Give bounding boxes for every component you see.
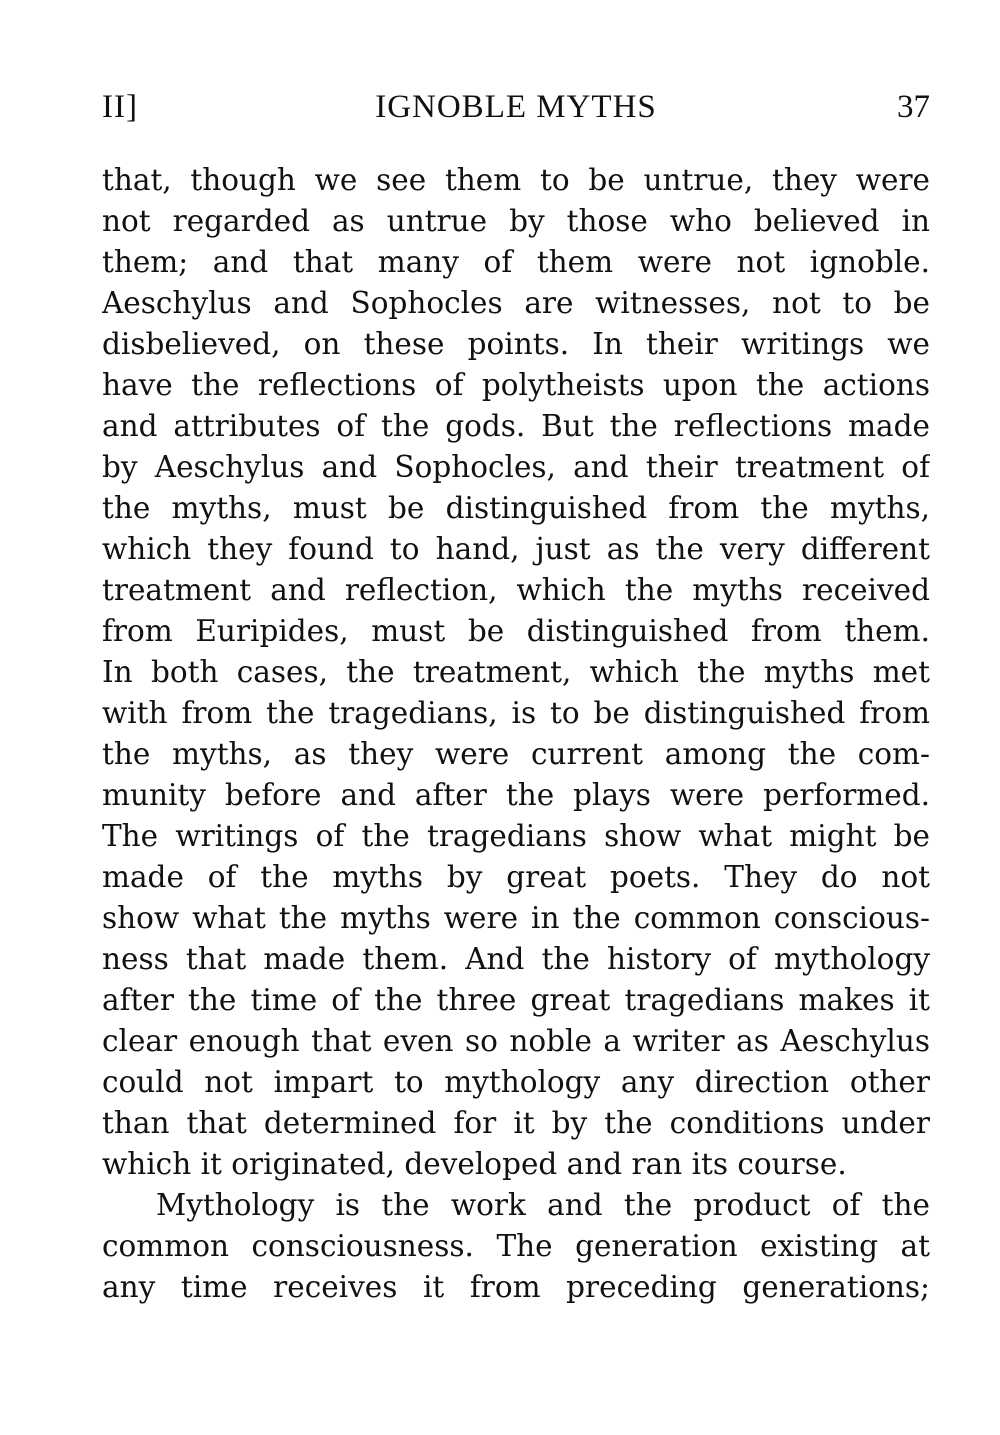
page-number: 37 bbox=[897, 89, 930, 125]
text-line: any time receives it from preceding generations; bbox=[102, 1270, 930, 1304]
text-line: than that determined for it by the conditions under bbox=[102, 1106, 930, 1140]
text-line: show what the myths were in the common conscious- bbox=[102, 901, 930, 935]
text-line: Aeschylus and Sophocles are witnesses, not to be bbox=[102, 286, 930, 320]
text-line: and attributes of the gods. But the reflections made bbox=[102, 409, 930, 443]
paragraph bbox=[102, 1185, 930, 1308]
text-line: that, though we see them to be untrue, they were bbox=[102, 163, 930, 197]
text-line: ness that made them. And the history of mythology bbox=[102, 942, 930, 976]
text-line: which it originated, developed and ran its course. bbox=[102, 1147, 847, 1181]
text-line: In both cases, the treatment, which the myths met bbox=[102, 655, 930, 689]
body-text bbox=[102, 160, 930, 1308]
text-line: disbelieved, on these points. In their writings we bbox=[102, 327, 930, 361]
text-line: them; and that many of them were not ignoble. bbox=[102, 245, 930, 279]
text-line: have the reflections of polytheists upon the actions bbox=[102, 368, 930, 402]
text-line: from Euripides, must be distinguished from them. bbox=[102, 614, 930, 648]
text-line: with from the tragedians, is to be distinguished from bbox=[102, 696, 930, 730]
running-title: IGNOBLE MYTHS bbox=[375, 89, 657, 125]
text-line: by Aeschylus and Sophocles, and their treatment of bbox=[102, 450, 930, 484]
text-line: Mythology is the work and the product of the bbox=[156, 1188, 930, 1222]
text-line: munity before and after the plays were performed. bbox=[102, 778, 930, 812]
text-line: which they found to hand, just as the very different bbox=[102, 532, 930, 566]
text-line: the myths, as they were current among the com- bbox=[102, 737, 930, 771]
text-line: the myths, must be distinguished from the myths, bbox=[102, 491, 930, 525]
paragraph bbox=[102, 160, 930, 1185]
text-line: could not impart to mythology any direction other bbox=[102, 1065, 930, 1099]
text-line: clear enough that even so noble a writer as Aeschylus bbox=[102, 1024, 930, 1058]
text-line: after the time of the three great tragedians makes it bbox=[102, 983, 930, 1017]
chapter-marker: II] bbox=[102, 89, 138, 125]
text-line: The writings of the tragedians show what might be bbox=[102, 819, 930, 853]
text-line: made of the myths by great poets. They do not bbox=[102, 860, 930, 894]
text-line: treatment and reflection, which the myths received bbox=[102, 573, 930, 607]
text-line: not regarded as untrue by those who believed in bbox=[102, 204, 930, 238]
text-line: common consciousness. The generation existing at bbox=[102, 1229, 930, 1263]
running-head bbox=[102, 82, 930, 132]
